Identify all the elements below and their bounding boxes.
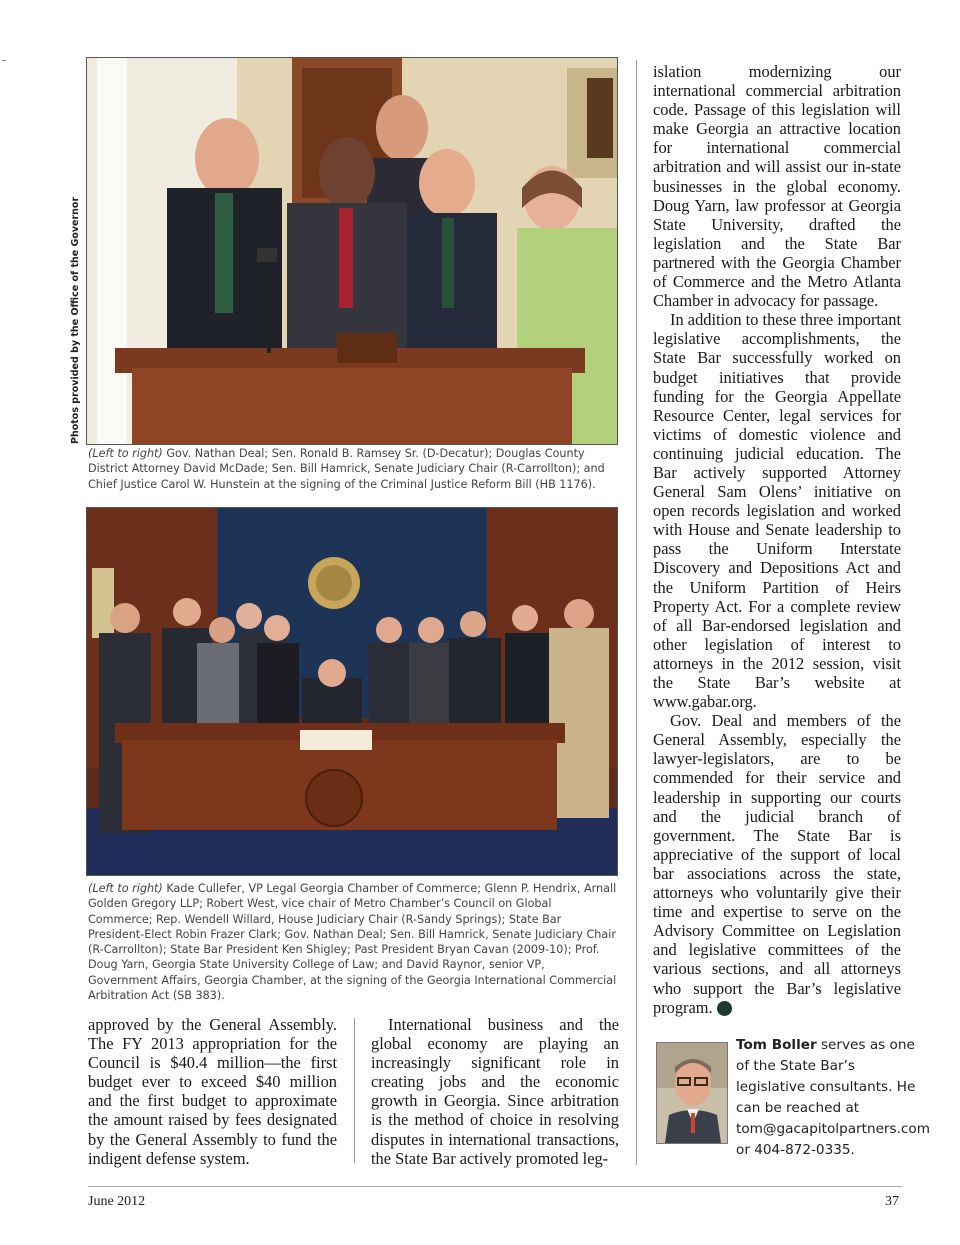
column-divider [636, 60, 637, 1165]
caption-text: Gov. Nathan Deal; Sen. Ronald B. Ramsey Sr. (D-Decatur); Douglas County District Attorney David McDade; Sen. Bill Hamrick, Senate Judiciary Chair (R-Carrollton); and Chief Justice Carol W. Hunstein at the signing of the Criminal Justice Reform Bill (HB 1176). [88, 447, 605, 491]
footer-rule [88, 1186, 902, 1187]
author-photo [656, 1042, 728, 1144]
caption-text: Kade Cullefer, VP Legal Georgia Chamber of Commerce; Glenn P. Hendrix, Arnall Golden Gregory LLP; Robert West, vice chair of Metro Chamber’s Council on Global Commerce; Rep. Wendell Willard, House Judiciary Chair (R-Sandy Springs); State Bar President-Elect Robin Frazer Clark; Gov. Nathan Deal; Sen. Bill Hamrick, Senate Judiciary Chair (R-Carrollton); State Bar President Ken Shigley; Past President Bryan Cavan (2009-10); Prof. Doug Yarn, Georgia State University College of Law; and David Raynor, senior VP, Government Affairs, Georgia Chamber, at the signing of the Georgia International Commercial Arbitration Act (SB 383). [88, 882, 617, 1003]
body-paragraph: islation modernizing our international commercial arbitration code. Passage of this legislation will make Georgia an attractive location for international commercial arbitration and will assist our in-state businesses in the global economy. Doug Yarn, law professor at Georgia State University, drafted the legislation and the State Bar partnered with the Georgia Chamber of Commerce and the Metro Atlanta Chamber in advocacy for passage. [653, 62, 901, 311]
podium-photo-illustration [87, 58, 617, 444]
signing-desk-photo-illustration [87, 508, 617, 875]
body-paragraph: In addition to these three important legislative accomplishments, the State Bar successfully worked on budget initiatives that provide funding for the Georgia Appellate Resource Center, legal services for victims of domestic violence and continuing judicial education. The Bar actively supported Attorney General Sam Olens’ initiative on open records legislation and worked with House and Senate leadership to pass the Uniform Interstate Discovery and Depositions Act and the Uniform Partition of Heirs Property Act. For a complete review of all Bar-endorsed legislation and other legislation of interest to attorneys in the 2012 session, visit the State Bar’s website at www.gabar.org. [653, 310, 901, 712]
footer-date: June 2012 [88, 1194, 146, 1209]
caption-signing-desk-photo [88, 881, 618, 1003]
author-name: Tom Boller [736, 1037, 817, 1053]
end-mark-icon: GBJ [717, 1001, 732, 1016]
body-paragraph: approved by the General Assembly. The FY 2013 appropriation for the Council is $40.4 million—the first budget ever to exceed $40 million and the first budget to approximate the amount raised by fees designated by the General Assembly to fund the indigent defense system. [88, 1015, 337, 1168]
crop-mark [2, 60, 6, 61]
caption-lead: (Left to right) [88, 447, 163, 460]
author-bio-text: serves as one of the State Bar’s legislative consultants. He can be reached at tom@gacapitolpartners.com or 404-872-0335. [736, 1037, 930, 1158]
column-divider [354, 1018, 355, 1163]
body-paragraph: International business and the global economy are playing an increasingly significant role in creating jobs and the economic growth in Georgia. Since arbitration is the method of choice in resolving disputes in international transactions, the State Bar actively promoted leg- [371, 1015, 619, 1168]
author-bio [736, 1035, 930, 1161]
page-number: 37 [885, 1194, 899, 1209]
body-column-right [653, 62, 901, 1017]
body-column-middle [371, 1015, 619, 1168]
body-paragraph-text: Gov. Deal and members of the General Assembly, especially the lawyer-legislators, are to be commended for their service and leadership in supporting our courts and the judicial branch of government. The State Bar is appreciative of the support of local bar associations across the state, attorneys who voluntarily give their time and expertise to serve on the Advisory Committee on Legislation and legislative committees of the various sections, and all attorneys who support the Bar’s legislative program. [653, 711, 901, 1017]
caption-lead: (Left to right) [88, 882, 163, 895]
body-column-left [88, 1015, 337, 1168]
photo-credit-text: Photos provided by the Office of the Governor [70, 196, 81, 444]
caption-podium-photo [88, 446, 618, 492]
podium-photo [86, 57, 618, 445]
signing-desk-photo [86, 507, 618, 876]
author-portrait [657, 1043, 727, 1143]
body-paragraph [653, 711, 901, 1017]
